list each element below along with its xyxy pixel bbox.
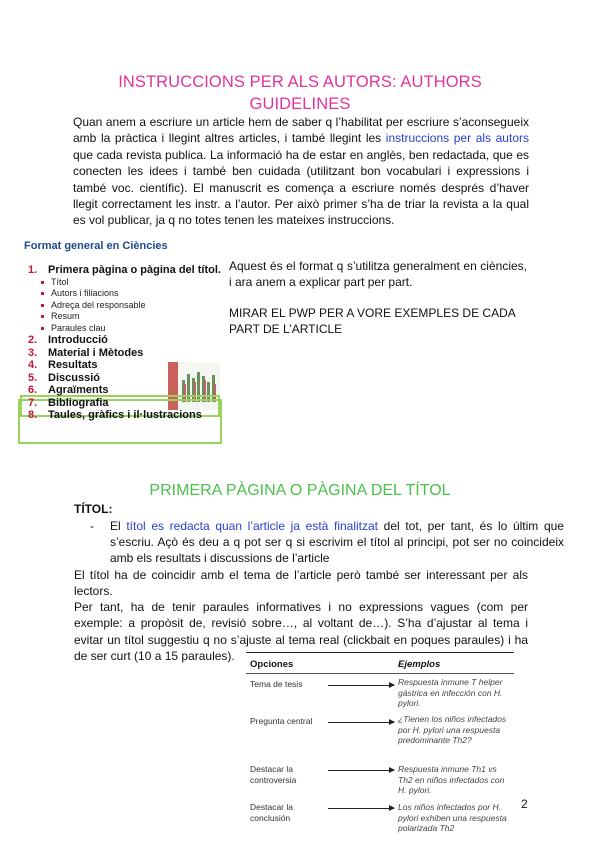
table-row-1-option: Tema de tesis bbox=[250, 679, 303, 689]
sub-item-title: Títol bbox=[28, 277, 223, 289]
table-row-3-example: Respuesta inmune Th1 vs Th2 en niños infectados con H. pylori. bbox=[398, 764, 505, 795]
page-title-line1: INSTRUCCIONS PER ALS AUTORS: AUTHORS bbox=[118, 73, 482, 91]
table-row-2-example: ¿Tienen los niños infectados por H. pylori una respuesta predominante Th2? bbox=[398, 714, 507, 745]
section-subtitle: TÍTOL: bbox=[74, 502, 113, 516]
table-row-4-example: Los niños infectados por H. pylori exhiben una respuesta polarizada Th2 bbox=[398, 802, 507, 833]
title-bullet: - El títol es redacta quan l’article ja està finalitzat del tot, per tant, és lo últim que s’escriu. Açò és deu a q pot ser q si escrivim el títol al principi, pot ser no coincideix amb els resultats i discussions de l’article bbox=[90, 519, 564, 565]
format-item-3: 3. Material i Mètodes bbox=[28, 346, 144, 359]
intro-paragraph: Quan anem a escriure un article hem de saber q l’habilitat per escriure s’aconsegueix amb la pràctica i llegint altres articles, i també llegint les instruccions per als autors que cada revista publica. La informació ha de estar en anglès, ben redactada, que es conecten les idees i també ben cuidada (utilitzant bon vocabulari i expressions i també voc. científic). El manuscrit es comença a escriure només després d’haver llegit correctament les instr. a l’autor. Per això primer s’ha de triar la revista a la qual es vol publicar, ja q no totes tenen les mateixes instruccions. bbox=[73, 115, 529, 228]
format-title: Format general en Ciències bbox=[24, 240, 168, 252]
arrow-icon bbox=[328, 722, 394, 723]
side-text-p2: MIRAR EL PWP PER A VORE EXEMPLES DE CADA PART DE L’ARTICLE bbox=[229, 305, 516, 337]
side-text-p1: Aquest és el format q s’utilitza generalment en ciències, i ara anem a explicar part per part. bbox=[229, 259, 527, 290]
arrow-icon bbox=[328, 685, 394, 686]
paragraph-title-match: El títol ha de coincidir amb el tema de l’article però també ser interessant per als lectors. bbox=[74, 568, 528, 599]
format-item-8: 8. Taules, gràfics i il·lustracions bbox=[28, 409, 202, 421]
format-item-6: 6. Agraïments bbox=[28, 384, 109, 396]
format-item-2: 2. Introducció bbox=[28, 334, 108, 346]
table-row-4-option: Destacar la conclusión bbox=[250, 802, 293, 823]
format-list bbox=[28, 264, 223, 422]
paragraph-title-rules: Per tant, ha de tenir paraules informatives i no expressions vagues (com per exemple: a propòsit de, revisió sobre…, al voltant de…). S’ha d’ajustar al tema i evitar un títol suggestiu q no s’ajuste al tema real (clickbait en poques paraules) i ha de ser curt (10 a 15 paraules). bbox=[74, 600, 528, 664]
format-item-1: 1. Primera pàgina o pàgina del títol. Títol Autors i filiacions Adreça del responsable Resum Paraules clau bbox=[28, 264, 223, 334]
sub-item-abstract: Resum bbox=[28, 311, 223, 323]
title-written-last-link[interactable]: títol es redacta quan l’article ja està finalitzat bbox=[126, 519, 379, 533]
page-title-line2: GUIDELINES bbox=[249, 95, 351, 113]
table-header-rule bbox=[246, 673, 514, 674]
format-item-4: 4. Resultats bbox=[28, 359, 98, 371]
format-slide-image bbox=[18, 240, 223, 445]
side-text bbox=[229, 258, 527, 338]
sub-item-keywords: Paraules clau bbox=[28, 323, 223, 335]
page-number: 2 bbox=[521, 797, 528, 811]
table-row-2-option: Pregunta central bbox=[250, 716, 313, 726]
format-sublist bbox=[28, 277, 223, 335]
sub-item-authors: Autors i filiacions bbox=[28, 288, 223, 300]
page-title bbox=[70, 71, 530, 115]
authors-instructions-link[interactable]: instruccions per als autors bbox=[385, 131, 529, 146]
section-title: PRIMERA PÀGINA O PÀGINA DEL TÍTOL bbox=[149, 482, 451, 499]
table-header-examples: Ejemplos bbox=[398, 659, 441, 670]
table-header-options: Opciones bbox=[250, 659, 294, 670]
title-options-table bbox=[246, 652, 514, 849]
format-item-5: 5. Discussió bbox=[28, 371, 100, 384]
arrow-icon bbox=[328, 808, 394, 809]
sub-item-address: Adreça del responsable bbox=[28, 300, 223, 312]
table-row-3-option: Destacar la controversia bbox=[250, 764, 297, 785]
table-row-1-example: Respuesta inmune T helper gástrica en infección con H. pylori. bbox=[398, 677, 503, 708]
arrow-icon bbox=[328, 770, 394, 771]
format-item-7: 7. Bibliografia bbox=[28, 396, 109, 409]
